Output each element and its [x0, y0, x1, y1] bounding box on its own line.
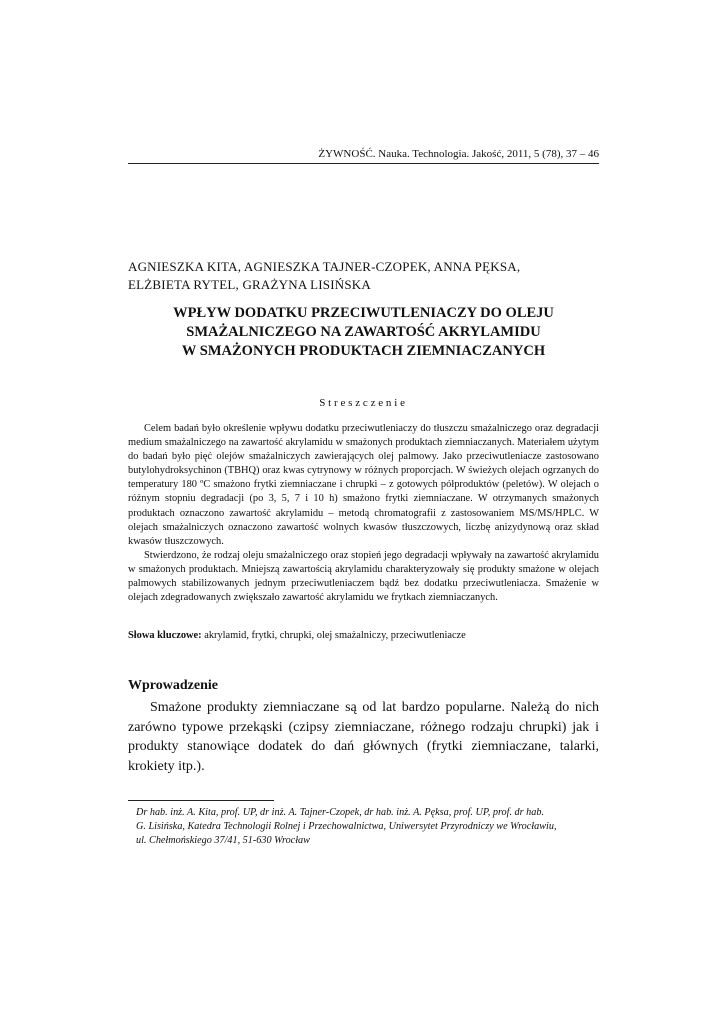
abstract-body — [128, 422, 599, 605]
title-line-3: W SMAŻONYCH PRODUKTACH ZIEMNIACZANYCH — [181, 343, 546, 359]
authors-line-1: AGNIESZKA KITA, AGNIESZKA TAJNER-CZOPEK, ANNA PĘKSA, — [128, 259, 521, 274]
keywords — [128, 630, 599, 641]
author-affiliation-footnote — [136, 806, 599, 848]
title-line-2: SMAŻALNICZEGO NA ZAWARTOŚĆ AKRYLAMIDU — [186, 324, 541, 340]
footnote-line-2: G. Lisińska, Katedra Technologii Rolnej i Przechowalnictwa, Uniwersytet Przyrodniczy we Wrocławiu, — [136, 821, 557, 832]
authors-block — [128, 258, 608, 294]
abstract-paragraph-2: Stwierdzono, że rodzaj oleju smażalniczego oraz stopień jego degradacji wpływały na zawartość akrylamidu w smażonych produktach. Mniejszą zawartością akrylamidu charakteryzowały się produkty smażone w olejach palmowych stabilizowanych jednym przeciwutleniaczem bądź bez dodatku przeciwutleniacza. Smażenie w olejach zdegradowanych zwiększało zawartość akrylamidu we frytkach ziemniaczanych. — [128, 549, 599, 604]
keywords-label: Słowa kluczowe: — [128, 630, 202, 641]
header-rule — [128, 163, 599, 164]
footnote-rule — [128, 800, 274, 801]
keywords-text: akrylamid, frytki, chrupki, olej smażalniczy, przeciwutleniacze — [201, 630, 466, 641]
footnote-line-3: ul. Chełmońskiego 37/41, 51-630 Wrocław — [136, 835, 310, 846]
authors-line-2: ELŻBIETA RYTEL, GRAŻYNA LISIŃSKA — [128, 277, 371, 292]
introduction-body — [128, 698, 599, 776]
introduction-heading: Wprowadzenie — [128, 678, 218, 693]
abstract-paragraph-1: Celem badań było określenie wpływu dodatku przeciwutleniaczy do tłuszczu smażalniczego oraz degradacji medium smażalniczego na zawartość akrylamidu w smażonych produktach ziemniaczanych. Materiałem użytym do badań było pięć olejów smażalniczych zawierających olej palmowy. Jako przeciwutleniacze zastosowano butylohydroksychinon (TBHQ) oraz kwas cytrynowy w różnych proporcjach. W świeżych olejach ogrzanych do temperatury 180 ºC smażono frytki ziemniaczane i chrupki – z gotowych półproduktów (peletów). W olejach o różnym stopniu degradacji (po 3, 5, 7 i 10 h) smażono frytki ziemniaczane. W otrzymanych smażonych produktach oznaczono zawartość akrylamidu – metodą chromatografii z zastosowaniem MS/MS/HPLC. W olejach smażalniczych oznaczono zawartość wolnych kwasów tłuszczowych, liczbę anizydynową oraz skład kwasów tłuszczowych. — [128, 423, 599, 547]
abstract-heading: Streszczenie — [319, 397, 408, 409]
paper-title — [128, 304, 599, 361]
footnote-line-1: Dr hab. inż. A. Kita, prof. UP, dr inż. A. Tajner-Czopek, dr hab. inż. A. Pęksa, prof. UP, prof. dr hab. — [136, 807, 544, 818]
journal-header: ŻYWNOŚĆ. Nauka. Technologia. Jakość, 2011, 5 (78), 37 – 46 — [318, 148, 599, 160]
title-line-1: WPŁYW DODATKU PRZECIWUTLENIACZY DO OLEJU — [173, 305, 554, 321]
introduction-paragraph: Smażone produkty ziemniaczane są od lat bardzo popularne. Należą do nich zarówno typowe przekąski (czipsy ziemniaczane, różnego rodzaju chrupki) jak i produkty stanowiące dodatek do dań głównych (frytki ziemniaczane, talarki, krokiety itp.). — [128, 700, 599, 774]
